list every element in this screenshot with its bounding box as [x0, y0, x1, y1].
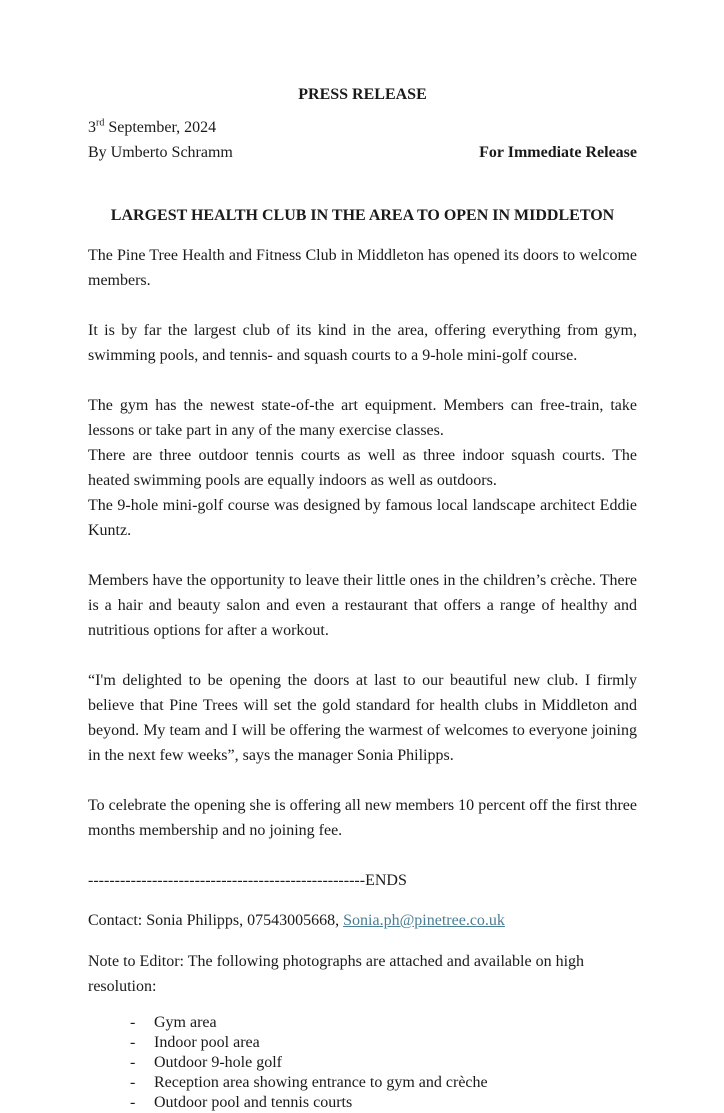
dash-bullet: -	[130, 1094, 136, 1111]
contact-text: Contact: Sonia Philipps, 07543005668,	[88, 912, 344, 929]
dash-bullet: -	[130, 1034, 136, 1051]
date-day: 3	[88, 119, 96, 136]
date-ordinal: rd	[96, 117, 105, 129]
dash-bullet: -	[130, 1074, 136, 1091]
headline: LARGEST HEALTH CLUB IN THE AREA TO OPEN IN MIDDLETON	[110, 207, 615, 224]
paragraph-minigolf: The 9-hole mini-golf course was designed by famous local landscape architect Eddie Kuntz.	[88, 497, 637, 539]
list-item	[88, 1053, 637, 1073]
photo-item-label: Indoor pool area	[154, 1034, 260, 1051]
dash-bullet: -	[130, 1014, 136, 1031]
photo-list	[88, 1013, 637, 1113]
date-line	[88, 115, 637, 140]
contact-line	[88, 908, 637, 933]
press-release-label: PRESS RELEASE	[298, 86, 427, 103]
list-item	[88, 1033, 637, 1053]
paragraph-intro: The Pine Tree Health and Fitness Club in Middleton has opened its doors to welcome members.	[88, 247, 637, 289]
paragraph-courts: There are three outdoor tennis courts as well as three indoor squash courts. The heated swimming pools are equally indoors as well as outdoors.	[88, 447, 637, 489]
note-to-editor: Note to Editor: The following photographs are attached and available on high resolution:	[88, 953, 585, 995]
date-rest: September, 2024	[104, 119, 217, 136]
paragraph-largest-club: It is by far the largest club of its kind in the area, offering everything from gym, swimming pools, and tennis- and squash courts to a 9-hole mini-golf course.	[88, 322, 637, 364]
photo-item-label: Gym area	[154, 1014, 217, 1031]
for-immediate-release-label: For Immediate Release	[479, 144, 637, 161]
paragraph-manager-quote: “I'm delighted to be opening the doors at last to our beautiful new club. I firmly believe that Pine Trees will set the gold standard for health clubs in Middleton and beyond. My team and I will be offering the warmest of welcomes to everyone joining in the next few weeks”, says the manager Sonia Philipps.	[88, 672, 637, 764]
byline: By Umberto Schramm	[88, 144, 233, 161]
list-item	[88, 1013, 637, 1033]
dash-bullet: -	[130, 1054, 136, 1071]
photo-item-label: Reception area showing entrance to gym and crèche	[154, 1074, 488, 1091]
paragraph-opening-offer: To celebrate the opening she is offering all new members 10 percent off the first three months membership and no joining fee.	[88, 797, 637, 839]
photo-item-label: Outdoor 9-hole golf	[154, 1054, 282, 1071]
paragraph-gym-equipment: The gym has the newest state-of-the art equipment. Members can free-train, take lessons or take part in any of the many exercise classes.	[88, 397, 637, 439]
contact-email-link[interactable]: Sonia.ph@pinetree.co.uk	[343, 912, 505, 929]
byline-row	[88, 140, 637, 165]
photo-item-label: Outdoor pool and tennis courts	[154, 1094, 353, 1111]
paragraph-creche-salon: Members have the opportunity to leave their little ones in the children’s crèche. There is a hair and beauty salon and even a restaurant that offers a range of healthy and nutritious options for after a workout.	[88, 572, 637, 639]
list-item	[88, 1093, 637, 1113]
list-item	[88, 1073, 637, 1093]
ends-divider: ----------------------------------------------------ENDS	[88, 872, 407, 889]
